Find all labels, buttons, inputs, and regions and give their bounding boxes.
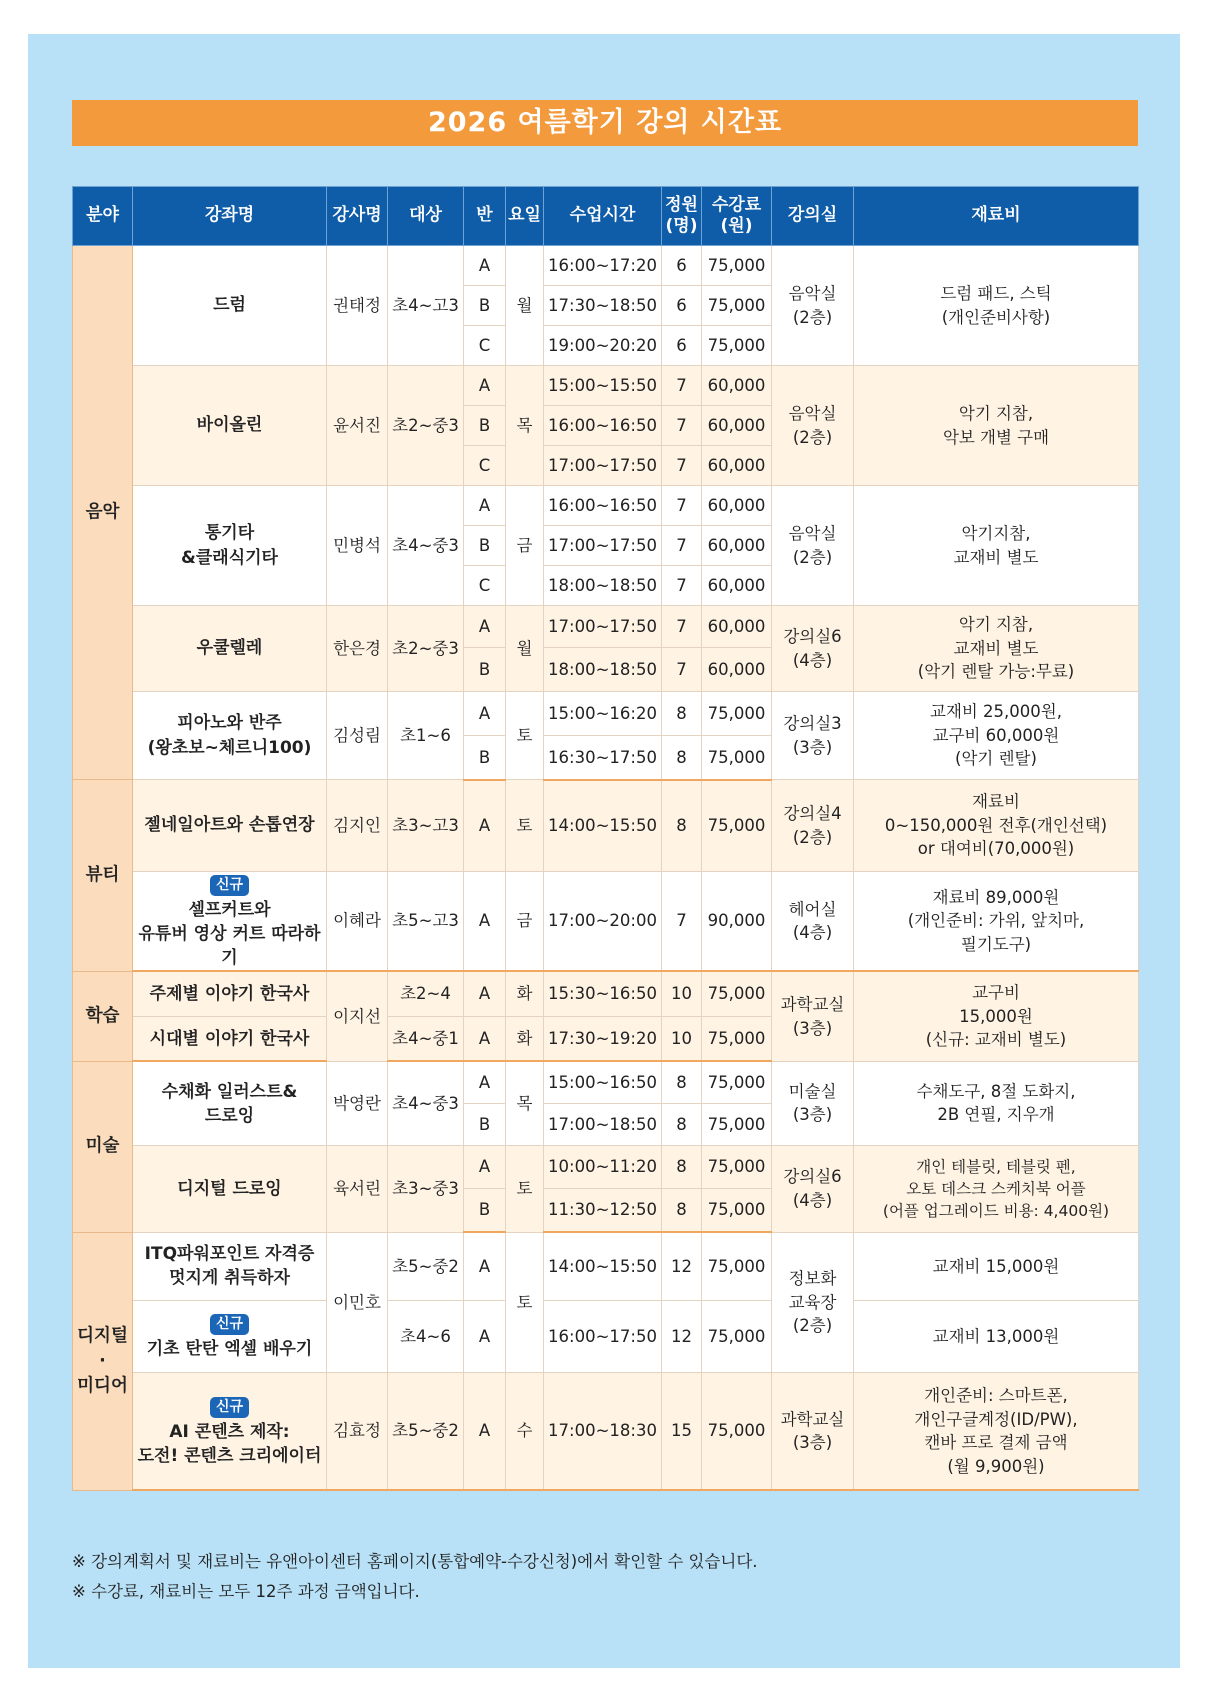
room: 과학교실 (3층) [772, 971, 854, 1061]
material-fee: 악기 지참, 악보 개별 구매 [854, 366, 1139, 486]
category-study: 학습 [73, 971, 133, 1061]
room: 정보화 교육장 (2층) [772, 1232, 854, 1372]
class-label: A [464, 872, 506, 972]
table-row [73, 246, 1139, 286]
capacity: 8 [662, 1061, 702, 1103]
day-label: 화 [506, 1016, 544, 1061]
capacity: 6 [662, 286, 702, 326]
class-label: A [464, 1061, 506, 1103]
fee: 75,000 [702, 1232, 772, 1300]
new-badge: 신규 [210, 875, 249, 896]
room: 음악실 (2층) [772, 246, 854, 366]
material-fee: 교구비 15,000원 (신규: 교재비 별도) [854, 971, 1139, 1061]
teacher-name: 한은경 [327, 606, 388, 692]
class-label: A [464, 1232, 506, 1300]
course-name: 신규 AI 콘텐츠 제작: 도전! 콘텐츠 크리에이터 [133, 1372, 327, 1490]
class-label: A [464, 246, 506, 286]
room: 미술실 (3층) [772, 1061, 854, 1145]
class-time: 14:00~15:50 [544, 1232, 662, 1300]
day-label: 토 [506, 1145, 544, 1232]
day-label: 화 [506, 971, 544, 1016]
category-beauty: 뷰티 [73, 780, 133, 972]
material-fee: 교재비 13,000원 [854, 1300, 1139, 1372]
class-label: A [464, 486, 506, 526]
class-label: B [464, 526, 506, 566]
teacher-name: 이혜라 [327, 872, 388, 972]
room: 헤어실 (4층) [772, 872, 854, 972]
capacity: 7 [662, 366, 702, 406]
target-grade: 초2~4 [388, 971, 464, 1016]
class-time: 10:00~11:20 [544, 1145, 662, 1188]
course-name: ITQ파워포인트 자격증 멋지게 취득하자 [133, 1232, 327, 1300]
class-label: A [464, 1300, 506, 1372]
course-name: 디지털 드로잉 [133, 1145, 327, 1232]
new-badge: 신규 [210, 1314, 249, 1335]
table-row [73, 606, 1139, 648]
table-row [73, 1232, 1139, 1300]
course-name: 바이올린 [133, 366, 327, 486]
table-row [73, 971, 1139, 1016]
room: 강의실6 (4층) [772, 1145, 854, 1232]
fee: 60,000 [702, 606, 772, 648]
fee: 90,000 [702, 872, 772, 972]
class-time: 14:00~15:50 [544, 780, 662, 872]
capacity: 10 [662, 1016, 702, 1061]
page-title: 2026 여름학기 강의 시간표 [72, 100, 1138, 146]
class-time: 17:00~18:50 [544, 1103, 662, 1145]
material-fee: 개인 테블릿, 테블릿 펜, 오토 데스크 스케치북 어플 (어플 업그레이드 비용: 4,400원) [854, 1145, 1139, 1232]
table-row [73, 1300, 1139, 1372]
fee: 75,000 [702, 692, 772, 736]
fee: 75,000 [702, 971, 772, 1016]
class-time: 17:00~17:50 [544, 526, 662, 566]
header-room: 강의실 [772, 187, 854, 246]
fee: 75,000 [702, 326, 772, 366]
footnote: ※ 수강료, 재료비는 모두 12주 과정 금액입니다. [72, 1582, 420, 1601]
class-label: C [464, 566, 506, 606]
day-label: 토 [506, 692, 544, 780]
room: 강의실4 (2층) [772, 780, 854, 872]
course-name: 피아노와 반주 (왕초보~체르니100) [133, 692, 327, 780]
target-grade: 초3~고3 [388, 780, 464, 872]
capacity: 7 [662, 566, 702, 606]
target-grade: 초4~고3 [388, 246, 464, 366]
class-time: 17:00~17:50 [544, 606, 662, 648]
footnote: ※ 강의계획서 및 재료비는 유앤아이센터 홈페이지(통합예약-수강신청)에서 확인할 수 있습니다. [72, 1552, 758, 1571]
class-time: 18:00~18:50 [544, 566, 662, 606]
day-label: 목 [506, 366, 544, 486]
table-row [73, 692, 1139, 736]
class-label: A [464, 1145, 506, 1188]
header-row [73, 187, 1139, 246]
table-row [73, 780, 1139, 872]
class-time: 17:00~17:50 [544, 446, 662, 486]
fee: 75,000 [702, 736, 772, 780]
capacity: 8 [662, 780, 702, 872]
fee: 60,000 [702, 446, 772, 486]
fee: 60,000 [702, 648, 772, 692]
teacher-name: 이지선 [327, 971, 388, 1061]
header-field: 분야 [73, 187, 133, 246]
class-label: A [464, 971, 506, 1016]
material-fee: 교재비 25,000원, 교구비 60,000원 (악기 렌탈) [854, 692, 1139, 780]
capacity: 8 [662, 692, 702, 736]
room: 과학교실 (3층) [772, 1372, 854, 1490]
course-name: 수채화 일러스트& 드로잉 [133, 1061, 327, 1145]
class-label: B [464, 286, 506, 326]
class-time: 17:30~18:50 [544, 286, 662, 326]
header-material: 재료비 [854, 187, 1139, 246]
material-fee: 재료비 0~150,000원 전후(개인선택) or 대여비(70,000원) [854, 780, 1139, 872]
material-fee: 수채도구, 8절 도화지, 2B 연필, 지우개 [854, 1061, 1139, 1145]
course-name: 주제별 이야기 한국사 [133, 971, 327, 1016]
fee: 75,000 [702, 1103, 772, 1145]
table-row [73, 366, 1139, 406]
course-name: 젤네일아트와 손톱연장 [133, 780, 327, 872]
course-name: 드럼 [133, 246, 327, 366]
class-label: B [464, 1103, 506, 1145]
category-music: 음악 [73, 246, 133, 780]
header-time: 수업시간 [544, 187, 662, 246]
class-time: 16:30~17:50 [544, 736, 662, 780]
capacity: 7 [662, 486, 702, 526]
class-label: B [464, 1188, 506, 1232]
class-time: 17:00~20:00 [544, 872, 662, 972]
header-course: 강좌명 [133, 187, 327, 246]
class-label: C [464, 326, 506, 366]
capacity: 7 [662, 446, 702, 486]
target-grade: 초4~중3 [388, 1061, 464, 1145]
fee: 75,000 [702, 1061, 772, 1103]
table-row [73, 872, 1139, 972]
room: 음악실 (2층) [772, 366, 854, 486]
capacity: 12 [662, 1300, 702, 1372]
capacity: 12 [662, 1232, 702, 1300]
class-time: 16:00~17:50 [544, 1300, 662, 1372]
target-grade: 초2~중3 [388, 606, 464, 692]
fee: 60,000 [702, 526, 772, 566]
capacity: 7 [662, 406, 702, 446]
capacity: 7 [662, 606, 702, 648]
teacher-name: 김지인 [327, 780, 388, 872]
capacity: 10 [662, 971, 702, 1016]
class-time: 16:00~16:50 [544, 486, 662, 526]
class-time: 17:00~18:30 [544, 1372, 662, 1490]
capacity: 7 [662, 648, 702, 692]
room: 음악실 (2층) [772, 486, 854, 606]
fee: 75,000 [702, 246, 772, 286]
target-grade: 초5~중2 [388, 1232, 464, 1300]
teacher-name: 김성림 [327, 692, 388, 780]
header-fee: 수강료 (원) [702, 187, 772, 246]
fee: 75,000 [702, 1300, 772, 1372]
fee: 75,000 [702, 286, 772, 326]
class-time: 17:30~19:20 [544, 1016, 662, 1061]
class-label: A [464, 780, 506, 872]
target-grade: 초4~중1 [388, 1016, 464, 1061]
day-label: 토 [506, 1232, 544, 1372]
day-label: 월 [506, 606, 544, 692]
day-label: 수 [506, 1372, 544, 1490]
category-art: 미술 [73, 1061, 133, 1232]
table-row [73, 486, 1139, 526]
fee: 75,000 [702, 1188, 772, 1232]
capacity: 15 [662, 1372, 702, 1490]
class-label: C [464, 446, 506, 486]
class-time: 16:00~16:50 [544, 406, 662, 446]
schedule-table [72, 186, 1139, 1491]
target-grade: 초4~6 [388, 1300, 464, 1372]
day-label: 토 [506, 780, 544, 872]
fee: 75,000 [702, 1145, 772, 1188]
capacity: 8 [662, 1145, 702, 1188]
fee: 75,000 [702, 780, 772, 872]
fee: 75,000 [702, 1372, 772, 1490]
teacher-name: 박영란 [327, 1061, 388, 1145]
class-time: 16:00~17:20 [544, 246, 662, 286]
course-name: 신규 셀프커트와 유튜버 영상 커트 따라하기 [133, 872, 327, 972]
fee: 60,000 [702, 406, 772, 446]
class-time: 15:00~16:50 [544, 1061, 662, 1103]
header-teacher: 강사명 [327, 187, 388, 246]
capacity: 8 [662, 736, 702, 780]
day-label: 금 [506, 486, 544, 606]
fee: 60,000 [702, 566, 772, 606]
table-row [73, 1061, 1139, 1103]
material-fee: 재료비 89,000원 (개인준비: 가위, 앞치마, 필기도구) [854, 872, 1139, 972]
class-time: 15:00~15:50 [544, 366, 662, 406]
class-label: B [464, 406, 506, 446]
header-day: 요일 [506, 187, 544, 246]
target-grade: 초1~6 [388, 692, 464, 780]
category-digital-media: 디지털 · 미디어 [73, 1232, 133, 1490]
fee: 75,000 [702, 1016, 772, 1061]
room: 강의실6 (4층) [772, 606, 854, 692]
teacher-name: 윤서진 [327, 366, 388, 486]
header-capacity: 정원 (명) [662, 187, 702, 246]
target-grade: 초5~고3 [388, 872, 464, 972]
target-grade: 초4~중3 [388, 486, 464, 606]
class-label: A [464, 1016, 506, 1061]
teacher-name: 육서린 [327, 1145, 388, 1232]
new-badge: 신규 [210, 1397, 249, 1418]
course-name: 시대별 이야기 한국사 [133, 1016, 327, 1061]
class-label: A [464, 366, 506, 406]
material-fee: 드럼 패드, 스틱 (개인준비사항) [854, 246, 1139, 366]
room: 강의실3 (3층) [772, 692, 854, 780]
target-grade: 초3~중3 [388, 1145, 464, 1232]
class-label: A [464, 692, 506, 736]
class-time: 15:00~16:20 [544, 692, 662, 736]
header-target: 대상 [388, 187, 464, 246]
material-fee: 악기 지참, 교재비 별도 (악기 렌탈 가능:무료) [854, 606, 1139, 692]
table-row [73, 1145, 1139, 1188]
day-label: 목 [506, 1061, 544, 1145]
fee: 60,000 [702, 366, 772, 406]
teacher-name: 이민호 [327, 1232, 388, 1372]
class-time: 18:00~18:50 [544, 648, 662, 692]
course-name: 통기타 &클래식기타 [133, 486, 327, 606]
class-time: 19:00~20:20 [544, 326, 662, 366]
material-fee: 개인준비: 스마트폰, 개인구글계정(ID/PW), 캔바 프로 결제 금액 (월 9,900원) [854, 1372, 1139, 1490]
day-label: 월 [506, 246, 544, 366]
class-time: 11:30~12:50 [544, 1188, 662, 1232]
day-label: 금 [506, 872, 544, 972]
capacity: 8 [662, 1103, 702, 1145]
class-time: 15:30~16:50 [544, 971, 662, 1016]
capacity: 7 [662, 872, 702, 972]
target-grade: 초5~중2 [388, 1372, 464, 1490]
capacity: 6 [662, 246, 702, 286]
teacher-name: 권태정 [327, 246, 388, 366]
class-label: B [464, 736, 506, 780]
course-name: 우쿨렐레 [133, 606, 327, 692]
material-fee: 악기지참, 교재비 별도 [854, 486, 1139, 606]
header-class: 반 [464, 187, 506, 246]
teacher-name: 김효정 [327, 1372, 388, 1490]
capacity: 6 [662, 326, 702, 366]
class-label: A [464, 1372, 506, 1490]
teacher-name: 민병석 [327, 486, 388, 606]
material-fee: 교재비 15,000원 [854, 1232, 1139, 1300]
capacity: 8 [662, 1188, 702, 1232]
fee: 60,000 [702, 486, 772, 526]
table-row [73, 1372, 1139, 1490]
course-name: 신규 기초 탄탄 엑셀 배우기 [133, 1300, 327, 1372]
class-label: B [464, 648, 506, 692]
class-label: A [464, 606, 506, 648]
target-grade: 초2~중3 [388, 366, 464, 486]
capacity: 7 [662, 526, 702, 566]
